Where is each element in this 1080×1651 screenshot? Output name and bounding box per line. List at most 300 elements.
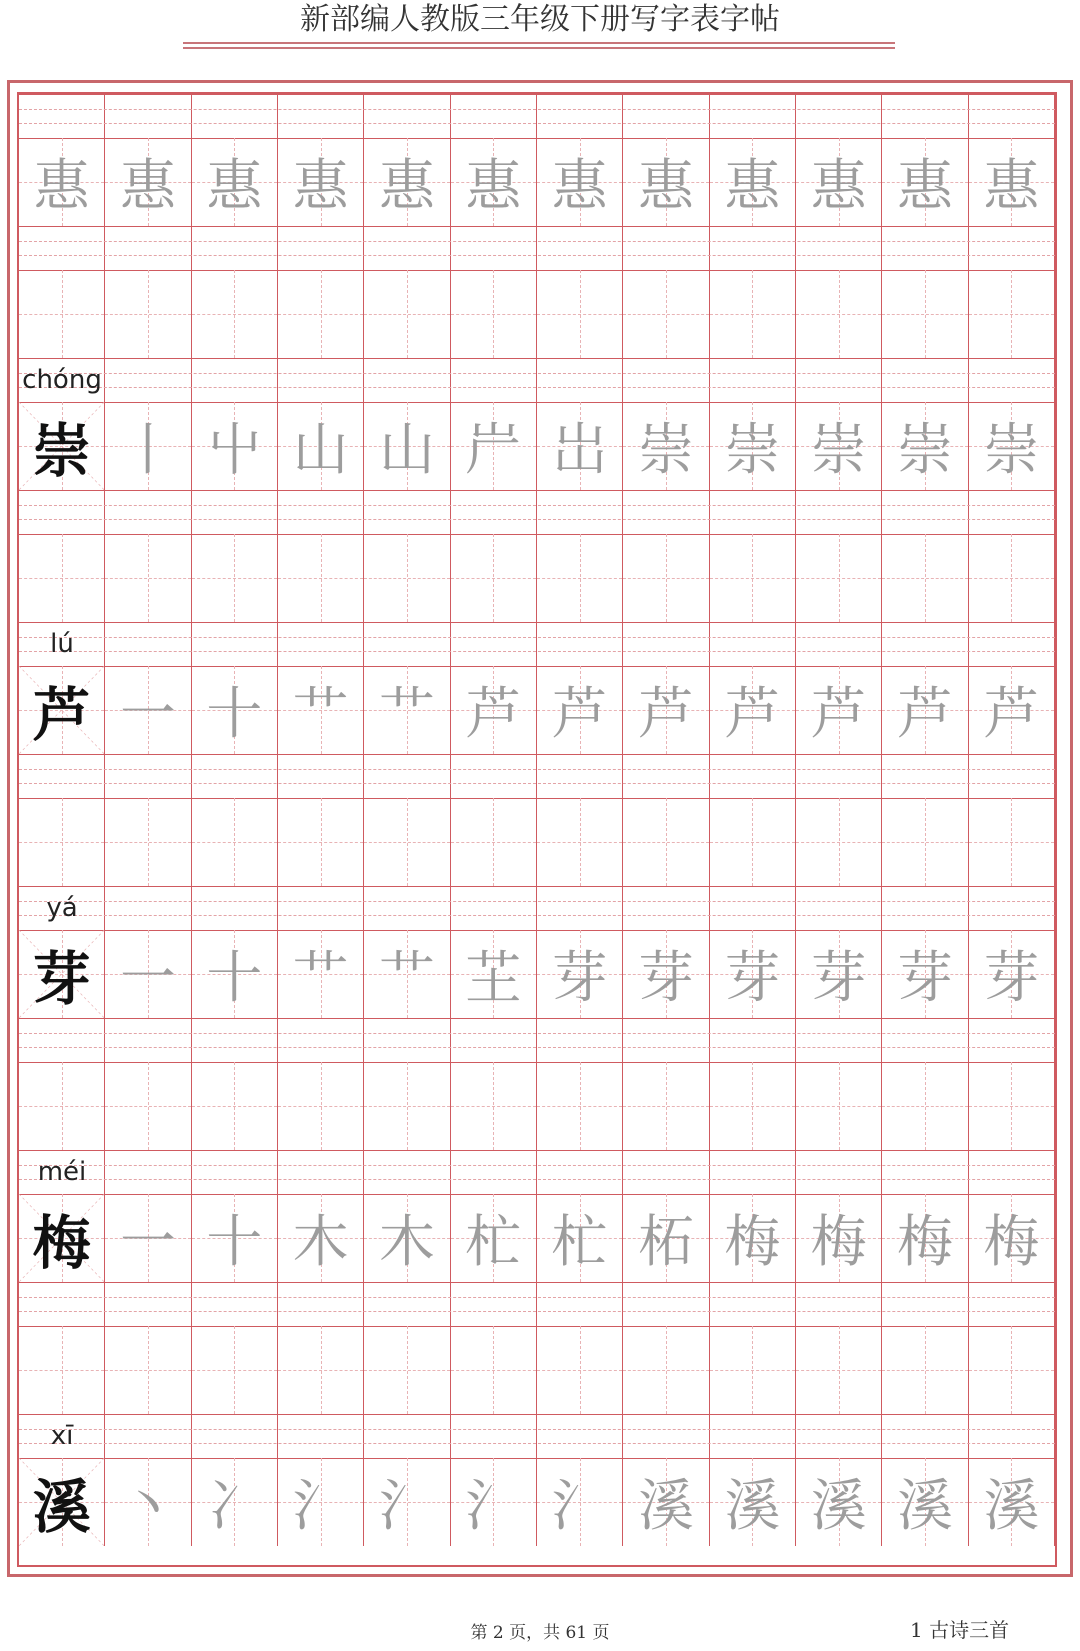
stroke-order-character: 屮 — [206, 418, 263, 483]
cell-horizontal-guide — [278, 314, 363, 315]
stroke-order-character: 一 — [119, 682, 176, 747]
band-top-line — [19, 490, 1055, 491]
tianzige-cell[interactable] — [192, 270, 278, 358]
tianzige-cell[interactable] — [710, 1062, 796, 1150]
tianzige-cell[interactable] — [537, 270, 623, 358]
tianzige-cell[interactable] — [623, 1062, 709, 1150]
tianzige-cell[interactable] — [451, 1194, 537, 1282]
cell-horizontal-guide — [451, 1106, 536, 1107]
tianzige-cell[interactable] — [882, 138, 968, 226]
stroke-order-character: 杧 — [551, 1210, 608, 1275]
cell-horizontal-guide — [19, 314, 104, 315]
pinyin-guide-line — [19, 1429, 1055, 1430]
stroke-order-character: 惠 — [724, 154, 781, 219]
pinyin-cell — [278, 94, 364, 138]
tianzige-cell[interactable] — [710, 270, 796, 358]
cell-horizontal-guide — [710, 842, 795, 843]
tianzige-cell[interactable] — [882, 534, 968, 622]
tianzige-cell[interactable] — [19, 1194, 105, 1282]
character-row — [19, 930, 1055, 1018]
pinyin-cell — [364, 1282, 450, 1326]
section-label: 1 古诗三首 — [910, 1618, 1010, 1642]
pinyin-cell — [19, 94, 105, 138]
pinyin-cell — [19, 754, 105, 798]
tianzige-cell[interactable] — [364, 1458, 450, 1546]
cell-horizontal-guide — [19, 578, 104, 579]
blank-practice-row — [19, 534, 1055, 622]
tianzige-cell[interactable] — [710, 1326, 796, 1414]
tianzige-cell[interactable] — [623, 798, 709, 886]
stroke-order-character: 丨 — [119, 418, 176, 483]
cell-horizontal-guide — [969, 1106, 1054, 1107]
pinyin-cell — [623, 1414, 709, 1458]
tianzige-cell[interactable] — [364, 930, 450, 1018]
tianzige-cell[interactable] — [364, 798, 450, 886]
pinyin-cell — [623, 94, 709, 138]
stroke-order-character: 惠 — [378, 154, 435, 219]
pinyin-cell — [364, 1018, 450, 1062]
cell-horizontal-guide — [278, 842, 363, 843]
stroke-order-character: 冫 — [206, 1474, 263, 1539]
pinyin-cell — [882, 1414, 968, 1458]
pinyin-cell — [882, 490, 968, 534]
tianzige-cell[interactable] — [537, 402, 623, 490]
stroke-order-character: 柘 — [637, 1210, 694, 1275]
pinyin-guide-line — [19, 505, 1055, 506]
tianzige-cell[interactable] — [710, 930, 796, 1018]
tianzige-cell[interactable] — [537, 930, 623, 1018]
pinyin-cell — [882, 1150, 968, 1194]
cell-horizontal-guide — [537, 1370, 622, 1371]
tianzige-cell[interactable] — [19, 1458, 105, 1546]
stroke-order-character: 溪 — [637, 1474, 694, 1539]
stroke-order-character: 艹 — [292, 946, 349, 1011]
tianzige-cell[interactable] — [364, 666, 450, 754]
tianzige-cell[interactable] — [105, 666, 191, 754]
blank-practice-row — [19, 798, 1055, 886]
tianzige-cell[interactable] — [969, 798, 1055, 886]
tianzige-cell[interactable] — [451, 1458, 537, 1546]
cell-horizontal-guide — [278, 1106, 363, 1107]
tianzige-cell[interactable] — [796, 402, 882, 490]
cell-horizontal-guide — [969, 1370, 1054, 1371]
cell-horizontal-guide — [105, 842, 190, 843]
tianzige-cell[interactable] — [969, 930, 1055, 1018]
band-top-line — [19, 754, 1055, 755]
tianzige-cell[interactable] — [278, 930, 364, 1018]
pinyin-cell — [882, 622, 968, 666]
pinyin-cell — [882, 94, 968, 138]
tianzige-cell[interactable] — [105, 402, 191, 490]
band-top-line — [19, 226, 1055, 227]
pinyin-band — [19, 490, 1055, 534]
stroke-order-character: 丶 — [119, 1474, 176, 1539]
tianzige-cell[interactable] — [796, 534, 882, 622]
cell-horizontal-guide — [192, 578, 277, 579]
tianzige-cell[interactable] — [451, 402, 537, 490]
pinyin-cell — [537, 226, 623, 270]
stroke-order-character: 芽 — [810, 946, 867, 1011]
stroke-order-character: 崇 — [810, 418, 867, 483]
tianzige-cell[interactable] — [623, 270, 709, 358]
pinyin-cell — [710, 1018, 796, 1062]
pinyin-cell — [19, 1018, 105, 1062]
pinyin-cell — [364, 490, 450, 534]
pinyin-cell — [451, 1150, 537, 1194]
stroke-order-character: 山 — [378, 418, 435, 483]
tianzige-cell[interactable] — [796, 1326, 882, 1414]
pinyin-cell — [969, 226, 1055, 270]
tianzige-cell[interactable] — [192, 1458, 278, 1546]
tianzige-cell[interactable] — [969, 1194, 1055, 1282]
tianzige-cell[interactable] — [364, 270, 450, 358]
pinyin-cell — [192, 1018, 278, 1062]
stroke-order-character: 芦 — [810, 682, 867, 747]
cell-horizontal-guide — [882, 1106, 967, 1107]
pinyin-guide-line — [19, 1047, 1055, 1048]
tianzige-cell[interactable] — [19, 798, 105, 886]
tianzige-cell[interactable] — [451, 798, 537, 886]
tianzige-cell[interactable] — [19, 930, 105, 1018]
tianzige-cell[interactable] — [451, 138, 537, 226]
tianzige-cell[interactable] — [192, 666, 278, 754]
stroke-order-character: 氵 — [378, 1474, 435, 1539]
tianzige-cell[interactable] — [710, 138, 796, 226]
pinyin-cell — [451, 622, 537, 666]
tianzige-cell[interactable] — [105, 1194, 191, 1282]
tianzige-cell[interactable] — [192, 798, 278, 886]
tianzige-cell[interactable] — [105, 534, 191, 622]
tianzige-cell[interactable] — [969, 1326, 1055, 1414]
pinyin-cell — [796, 358, 882, 402]
cell-horizontal-guide — [623, 578, 708, 579]
cell-horizontal-guide — [192, 1106, 277, 1107]
pinyin-cell — [796, 886, 882, 930]
tianzige-cell[interactable] — [364, 1194, 450, 1282]
tianzige-cell[interactable] — [364, 534, 450, 622]
tianzige-cell[interactable] — [796, 930, 882, 1018]
pinyin-cell — [278, 490, 364, 534]
band-top-line — [19, 1414, 1055, 1415]
pinyin-cell — [105, 622, 191, 666]
cell-horizontal-guide — [796, 1106, 881, 1107]
tianzige-cell[interactable] — [623, 1194, 709, 1282]
tianzige-cell[interactable] — [451, 270, 537, 358]
pinyin-cell — [105, 886, 191, 930]
pinyin-cell — [105, 94, 191, 138]
tianzige-cell[interactable] — [882, 798, 968, 886]
tianzige-cell[interactable] — [882, 1458, 968, 1546]
tianzige-cell[interactable] — [969, 270, 1055, 358]
tianzige-cell[interactable] — [882, 930, 968, 1018]
tianzige-cell[interactable] — [796, 1194, 882, 1282]
tianzige-cell[interactable] — [710, 1194, 796, 1282]
tianzige-cell[interactable] — [796, 270, 882, 358]
tianzige-cell[interactable] — [796, 138, 882, 226]
cell-horizontal-guide — [796, 842, 881, 843]
pinyin-band — [19, 1150, 1055, 1194]
band-top-line — [19, 358, 1055, 359]
tianzige-cell[interactable] — [278, 402, 364, 490]
pinyin-cell — [537, 1282, 623, 1326]
cell-horizontal-guide — [796, 1370, 881, 1371]
tianzige-cell[interactable] — [278, 1194, 364, 1282]
tianzige-cell[interactable] — [710, 534, 796, 622]
pinyin-guide-line — [19, 769, 1055, 770]
tianzige-cell[interactable] — [19, 402, 105, 490]
tianzige-cell[interactable] — [192, 1062, 278, 1150]
tianzige-cell[interactable] — [451, 1062, 537, 1150]
pinyin-cell — [105, 226, 191, 270]
title-rule-top — [183, 42, 895, 44]
pinyin-cell — [451, 1018, 537, 1062]
band-top-line — [19, 1282, 1055, 1283]
pinyin-guide-line — [19, 1165, 1055, 1166]
pinyin-cell — [451, 226, 537, 270]
tianzige-cell[interactable] — [19, 1062, 105, 1150]
tianzige-cell[interactable] — [105, 1458, 191, 1546]
tianzige-cell[interactable] — [278, 1062, 364, 1150]
tianzige-cell[interactable] — [623, 666, 709, 754]
tianzige-cell[interactable] — [882, 270, 968, 358]
tianzige-cell[interactable] — [105, 798, 191, 886]
tianzige-cell[interactable] — [19, 1326, 105, 1414]
tianzige-cell[interactable] — [882, 666, 968, 754]
pinyin-label: xī — [50, 1421, 74, 1451]
cell-horizontal-guide — [623, 842, 708, 843]
tianzige-cell[interactable] — [710, 666, 796, 754]
tianzige-cell[interactable] — [278, 534, 364, 622]
tianzige-cell[interactable] — [19, 666, 105, 754]
pinyin-cell — [969, 622, 1055, 666]
tianzige-cell[interactable] — [969, 1062, 1055, 1150]
tianzige-cell[interactable] — [882, 1326, 968, 1414]
cell-horizontal-guide — [19, 1106, 104, 1107]
tianzige-cell[interactable] — [19, 138, 105, 226]
cell-horizontal-guide — [882, 314, 967, 315]
tianzige-cell[interactable] — [882, 1194, 968, 1282]
stroke-order-character: 溪 — [983, 1474, 1040, 1539]
tianzige-cell[interactable] — [882, 402, 968, 490]
pinyin-cell — [796, 754, 882, 798]
tianzige-cell[interactable] — [969, 138, 1055, 226]
tianzige-cell[interactable] — [192, 930, 278, 1018]
pinyin-cell — [882, 358, 968, 402]
tianzige-cell[interactable] — [278, 1326, 364, 1414]
pinyin-cell — [796, 226, 882, 270]
pinyin-guide-line — [19, 1311, 1055, 1312]
pinyin-guide-line — [19, 241, 1055, 242]
pinyin-cell — [278, 1414, 364, 1458]
cell-horizontal-guide — [192, 1370, 277, 1371]
pinyin-guide-line — [19, 651, 1055, 652]
tianzige-cell[interactable] — [537, 138, 623, 226]
tianzige-cell[interactable] — [537, 798, 623, 886]
pinyin-band — [19, 622, 1055, 666]
page-number: 第 2 页，共 61 页 — [470, 1623, 610, 1643]
tianzige-cell[interactable] — [969, 1458, 1055, 1546]
pinyin-guide-line — [19, 373, 1055, 374]
pinyin-cell — [537, 490, 623, 534]
tianzige-cell[interactable] — [364, 402, 450, 490]
pinyin-cell — [192, 754, 278, 798]
tianzige-cell[interactable] — [451, 930, 537, 1018]
pinyin-cell — [105, 754, 191, 798]
tianzige-cell[interactable] — [451, 534, 537, 622]
cell-horizontal-guide — [105, 578, 190, 579]
stroke-order-character: 艹 — [378, 682, 435, 747]
pinyin-cell — [710, 226, 796, 270]
tianzige-cell[interactable] — [796, 798, 882, 886]
tianzige-cell[interactable] — [969, 534, 1055, 622]
tianzige-cell[interactable] — [882, 1062, 968, 1150]
tianzige-cell[interactable] — [537, 666, 623, 754]
pinyin-cell — [623, 1018, 709, 1062]
tianzige-cell[interactable] — [192, 534, 278, 622]
tianzige-cell[interactable] — [451, 666, 537, 754]
pinyin-cell — [537, 754, 623, 798]
model-character: 芦 — [32, 681, 91, 749]
pinyin-guide-line — [19, 387, 1055, 388]
pinyin-cell — [710, 358, 796, 402]
pinyin-cell — [623, 754, 709, 798]
tianzige-cell[interactable] — [192, 138, 278, 226]
tianzige-cell[interactable] — [537, 1326, 623, 1414]
stroke-order-character: 芦 — [724, 682, 781, 747]
stroke-order-character: 惠 — [465, 154, 522, 219]
tianzige-cell[interactable] — [192, 1326, 278, 1414]
tianzige-cell[interactable] — [969, 402, 1055, 490]
pinyin-cell — [882, 226, 968, 270]
band-top-line — [19, 886, 1055, 887]
pinyin-cell — [710, 94, 796, 138]
tianzige-cell[interactable] — [278, 270, 364, 358]
tianzige-cell[interactable] — [796, 1062, 882, 1150]
tianzige-cell[interactable] — [710, 798, 796, 886]
pinyin-cell — [192, 490, 278, 534]
tianzige-cell[interactable] — [19, 270, 105, 358]
stroke-order-character: 屵 — [465, 418, 522, 483]
cell-horizontal-guide — [623, 1370, 708, 1371]
stroke-order-character: 溪 — [724, 1474, 781, 1539]
band-top-line — [19, 622, 1055, 623]
pinyin-guide-line — [19, 123, 1055, 124]
tianzige-cell[interactable] — [364, 138, 450, 226]
tianzige-cell[interactable] — [623, 930, 709, 1018]
tianzige-cell[interactable] — [364, 1062, 450, 1150]
pinyin-cell — [537, 1150, 623, 1194]
pinyin-cell — [969, 1150, 1055, 1194]
tianzige-cell[interactable] — [969, 666, 1055, 754]
stroke-order-character: 芽 — [637, 946, 694, 1011]
tianzige-cell[interactable] — [105, 270, 191, 358]
pinyin-cell — [796, 94, 882, 138]
tianzige-cell[interactable] — [537, 534, 623, 622]
tianzige-cell[interactable] — [710, 1458, 796, 1546]
pinyin-cell — [969, 490, 1055, 534]
tianzige-cell[interactable] — [796, 1458, 882, 1546]
stroke-order-character: 崇 — [724, 418, 781, 483]
pinyin-cell — [192, 622, 278, 666]
tianzige-cell[interactable] — [623, 534, 709, 622]
pinyin-cell — [710, 622, 796, 666]
tianzige-cell[interactable] — [278, 666, 364, 754]
tianzige-cell[interactable] — [19, 534, 105, 622]
pinyin-guide-line — [19, 1033, 1055, 1034]
cell-horizontal-guide — [451, 1370, 536, 1371]
pinyin-cell — [969, 886, 1055, 930]
pinyin-cell — [710, 886, 796, 930]
tianzige-cell[interactable] — [537, 1062, 623, 1150]
pinyin-cell — [623, 1150, 709, 1194]
tianzige-cell[interactable] — [796, 666, 882, 754]
title-rule-bottom — [183, 47, 895, 49]
tianzige-cell[interactable] — [537, 1458, 623, 1546]
practice-grid — [17, 92, 1057, 1567]
tianzige-cell[interactable] — [364, 1326, 450, 1414]
tianzige-cell[interactable] — [192, 1194, 278, 1282]
model-character: 芽 — [32, 945, 91, 1013]
pinyin-cell — [710, 1282, 796, 1326]
tianzige-cell[interactable] — [710, 402, 796, 490]
stroke-order-character: 崇 — [983, 418, 1040, 483]
tianzige-cell[interactable] — [105, 1326, 191, 1414]
tianzige-cell[interactable] — [105, 930, 191, 1018]
pinyin-band — [19, 358, 1055, 402]
tianzige-cell[interactable] — [623, 402, 709, 490]
cell-horizontal-guide — [710, 314, 795, 315]
pinyin-cell — [364, 754, 450, 798]
pinyin-cell — [969, 1282, 1055, 1326]
pinyin-cell — [192, 1414, 278, 1458]
blank-practice-row — [19, 1326, 1055, 1414]
pinyin-guide-line — [19, 109, 1055, 110]
tianzige-cell[interactable] — [623, 1326, 709, 1414]
tianzige-cell[interactable] — [105, 138, 191, 226]
pinyin-label: yá — [46, 893, 78, 923]
tianzige-cell[interactable] — [278, 138, 364, 226]
cell-horizontal-guide — [882, 1370, 967, 1371]
model-character: 溪 — [32, 1473, 91, 1541]
tianzige-cell[interactable] — [278, 1458, 364, 1546]
stroke-order-character: 一 — [119, 1210, 176, 1275]
stroke-order-character: 山 — [292, 418, 349, 483]
blank-practice-row — [19, 270, 1055, 358]
tianzige-cell[interactable] — [623, 138, 709, 226]
pinyin-cell — [537, 1414, 623, 1458]
model-character: 崇 — [32, 417, 91, 485]
tianzige-cell[interactable] — [105, 1062, 191, 1150]
stroke-order-character: 木 — [378, 1210, 435, 1275]
tianzige-cell[interactable] — [537, 1194, 623, 1282]
pinyin-cell — [882, 754, 968, 798]
pinyin-cell — [364, 358, 450, 402]
pinyin-cell — [278, 358, 364, 402]
tianzige-cell[interactable] — [623, 1458, 709, 1546]
stroke-order-character: 芦 — [983, 682, 1040, 747]
stroke-order-character: 芦 — [465, 682, 522, 747]
stroke-order-character: 芦 — [637, 682, 694, 747]
stroke-order-character: 一 — [119, 946, 176, 1011]
tianzige-cell[interactable] — [192, 402, 278, 490]
pinyin-cell — [192, 1282, 278, 1326]
pinyin-cell — [278, 886, 364, 930]
tianzige-cell[interactable] — [278, 798, 364, 886]
stroke-order-character: 溪 — [896, 1474, 953, 1539]
tianzige-cell[interactable] — [451, 1326, 537, 1414]
pinyin-cell — [796, 490, 882, 534]
stroke-order-character: 杧 — [465, 1210, 522, 1275]
